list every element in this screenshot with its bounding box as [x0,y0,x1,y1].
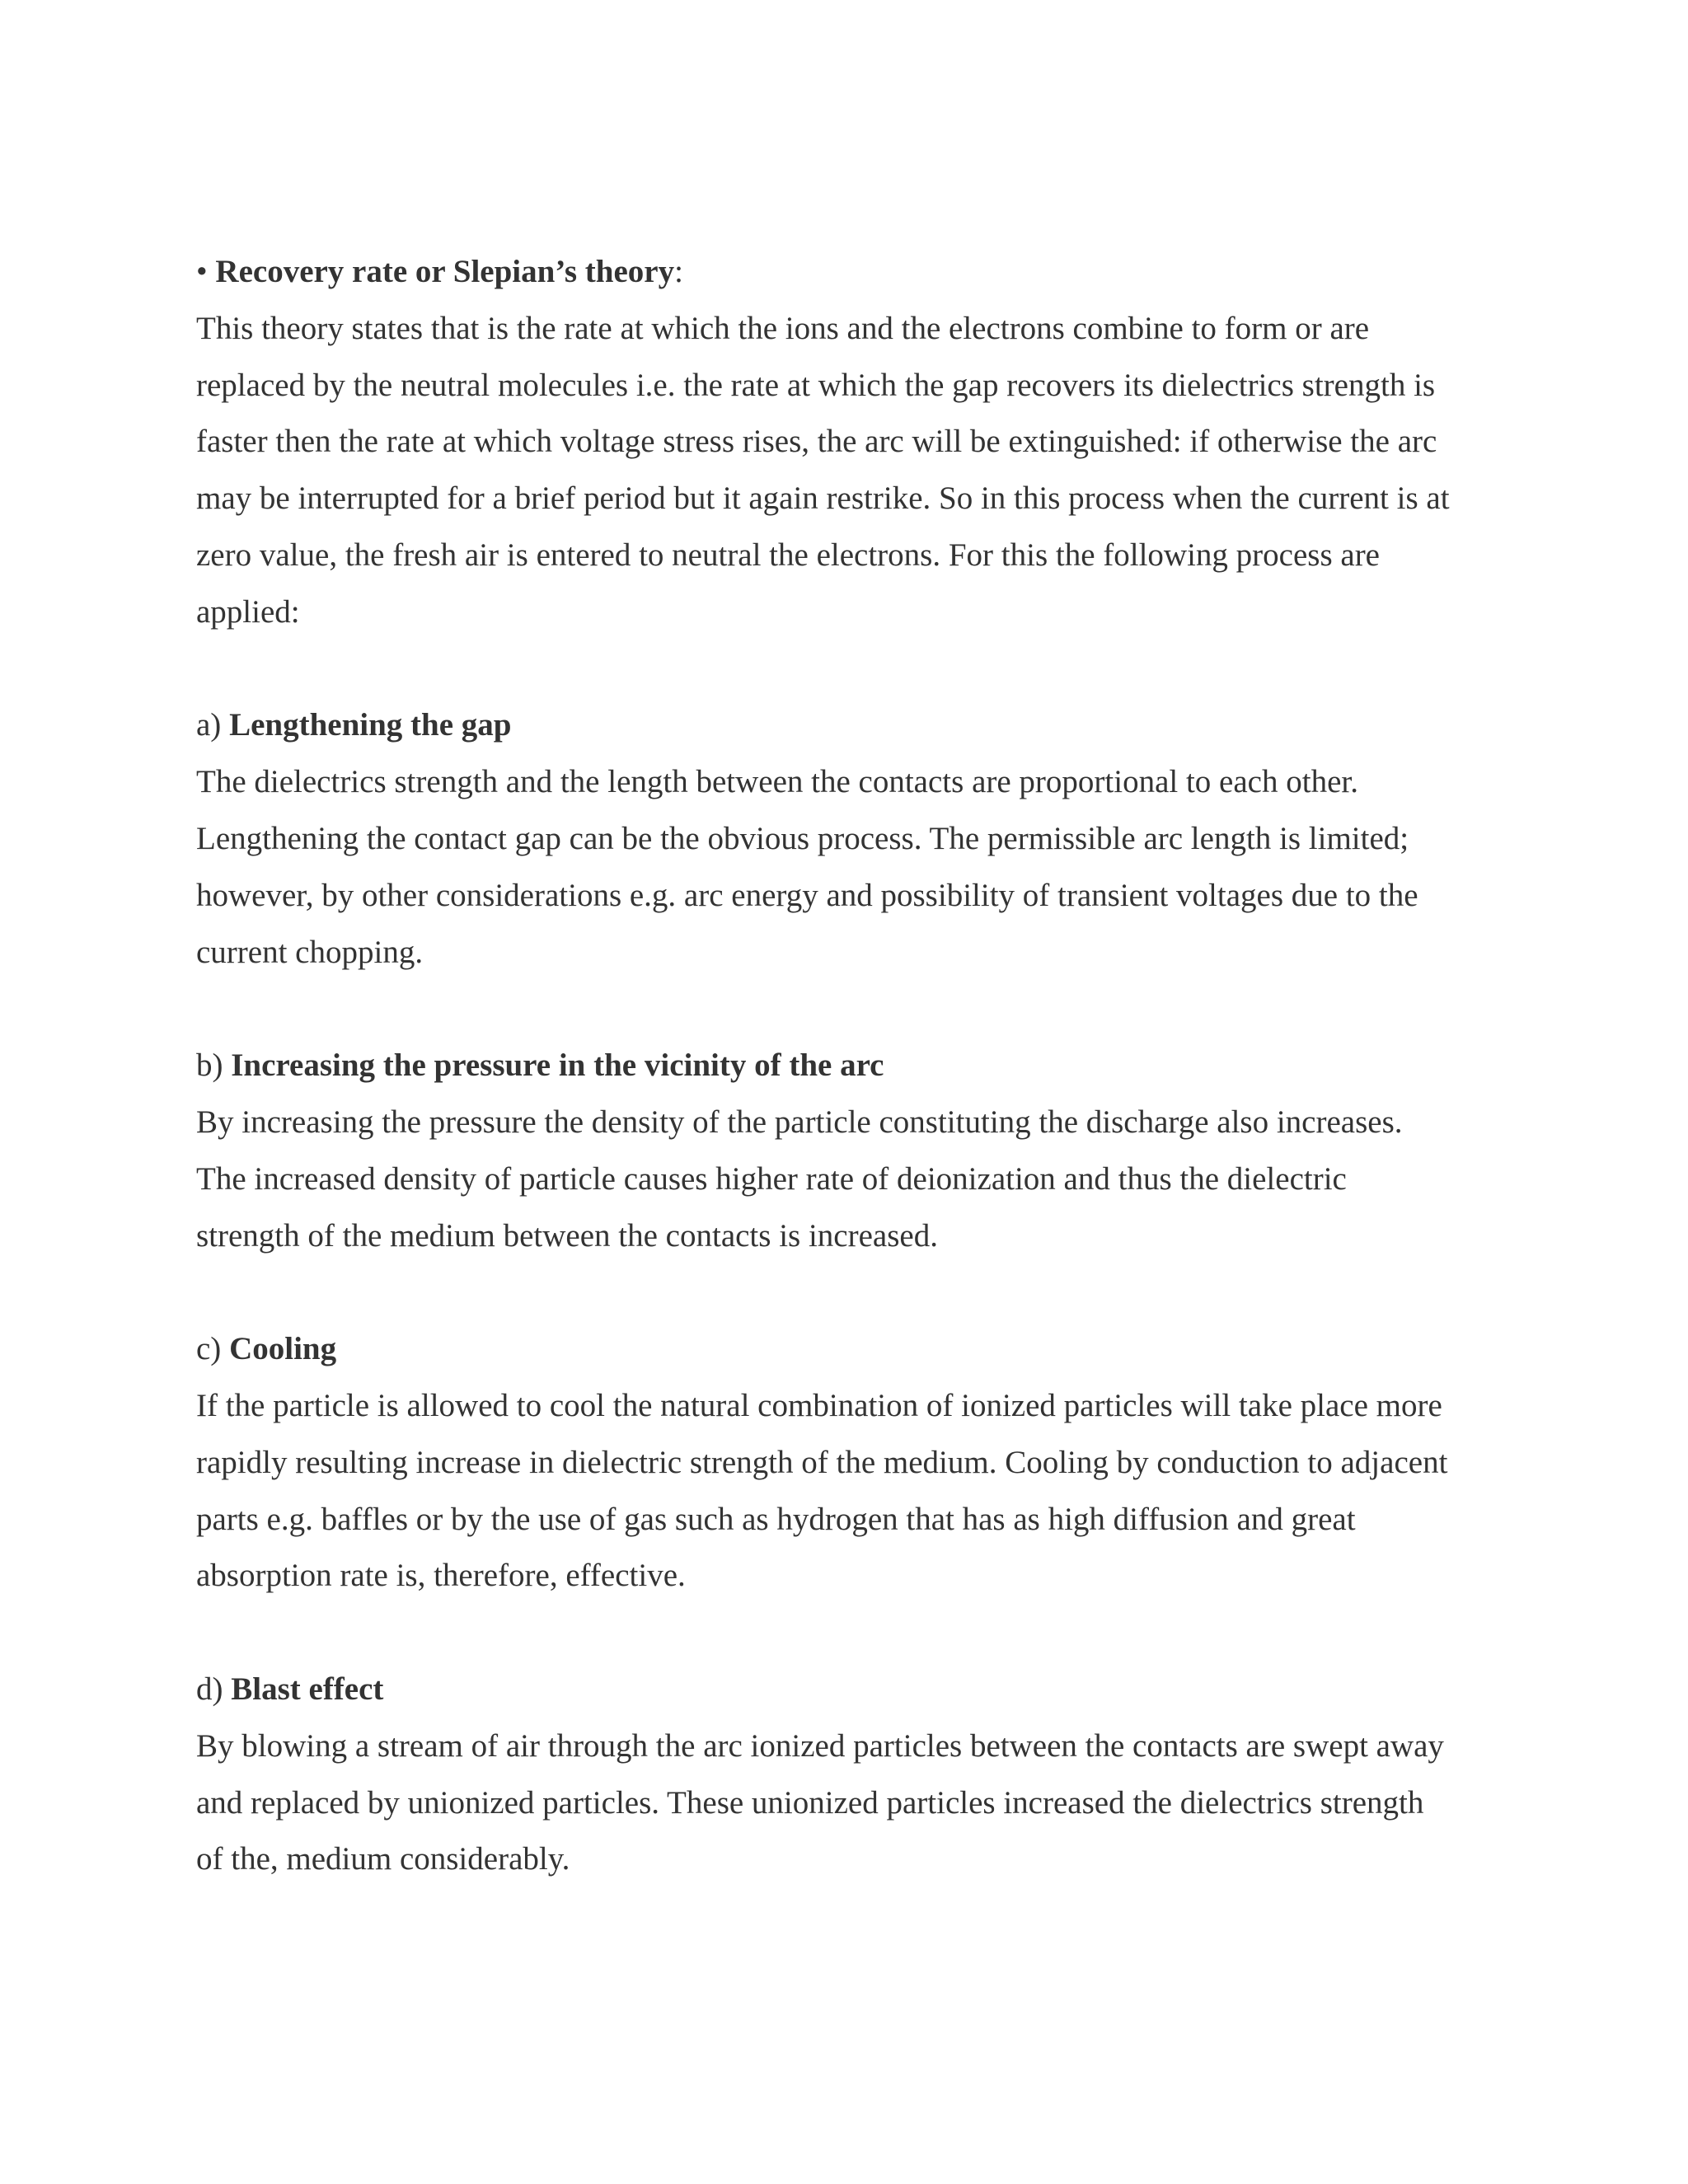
paragraph-spacer [196,1605,1498,1661]
section-a-line: The dielectrics strength and the length between the contacts are proportional to each other. [196,764,1358,800]
intro-line: replaced by the neutral molecules i.e. the rate at which the gap recovers its dielectrics strength is [196,367,1436,403]
section-a-heading-line [196,697,1498,754]
paragraph-spacer [196,981,1498,1038]
intro-line: This theory states that is the rate at which the ions and the electrons combine to form or are [196,310,1370,346]
section-a-line: however, by other considerations e.g. arc energy and possibility of transient voltages due to the [196,877,1418,913]
intro-line: zero value, the fresh air is entered to neutral the electrons. For this the following process are [196,537,1380,573]
section-d-line: By blowing a stream of air through the arc ionized particles between the contacts are swept away [196,1727,1444,1764]
section-b-line: strength of the medium between the contacts is increased. [196,1217,938,1254]
section-c-line: rapidly resulting increase in dielectric strength of the medium. Cooling by conduction to adjacent [196,1444,1448,1480]
section-marker: b) [196,1047,223,1084]
section-heading: Increasing the pressure in the vicinity of the arc [231,1047,884,1084]
intro-line: may be interrupted for a brief period but it again restrike. So in this process when the current is at [196,480,1450,517]
intro-heading-line [196,244,1498,301]
intro-line: faster then the rate at which voltage stress rises, the arc will be extinguished: if otherwise the arc [196,424,1437,460]
section-c-line: parts e.g. baffles or by the use of gas such as hydrogen that has as high diffusion and great [196,1501,1356,1537]
section-heading: Cooling [229,1331,337,1367]
section-c-line: If the particle is allowed to cool the natural combination of ionized particles will take place more [196,1387,1442,1423]
heading-colon: : [674,254,683,289]
section-d-line: of the, medium considerably. [196,1841,570,1877]
intro-line: applied: [196,593,300,630]
section-a-line: Lengthening the contact gap can be the obvious process. The permissible arc length is limited; [196,820,1409,856]
intro-heading: Recovery rate or Slepian’s theory [215,254,675,289]
section-c-heading-line [196,1321,1498,1378]
section-a-line: current chopping. [196,934,424,970]
section-heading: Lengthening the gap [229,707,512,743]
paragraph-spacer [196,641,1498,698]
bullet-marker: • [196,254,208,289]
section-c-line: absorption rate is, therefore, effective. [196,1558,686,1594]
section-marker: d) [196,1671,223,1707]
paragraph-spacer [196,1264,1498,1321]
section-heading: Blast effect [231,1671,384,1707]
section-marker: a) [196,707,222,743]
section-d-line: and replaced by unionized particles. These unionized particles increased the dielectrics strength [196,1784,1424,1821]
section-b-heading-line [196,1038,1498,1094]
section-b-line: By increasing the pressure the density of the particle constituting the discharge also increases. [196,1104,1403,1140]
section-d-heading-line [196,1661,1498,1718]
document-page [196,244,1498,1888]
section-marker: c) [196,1331,222,1367]
section-b-line: The increased density of particle causes higher rate of deionization and thus the dielectric [196,1160,1347,1197]
